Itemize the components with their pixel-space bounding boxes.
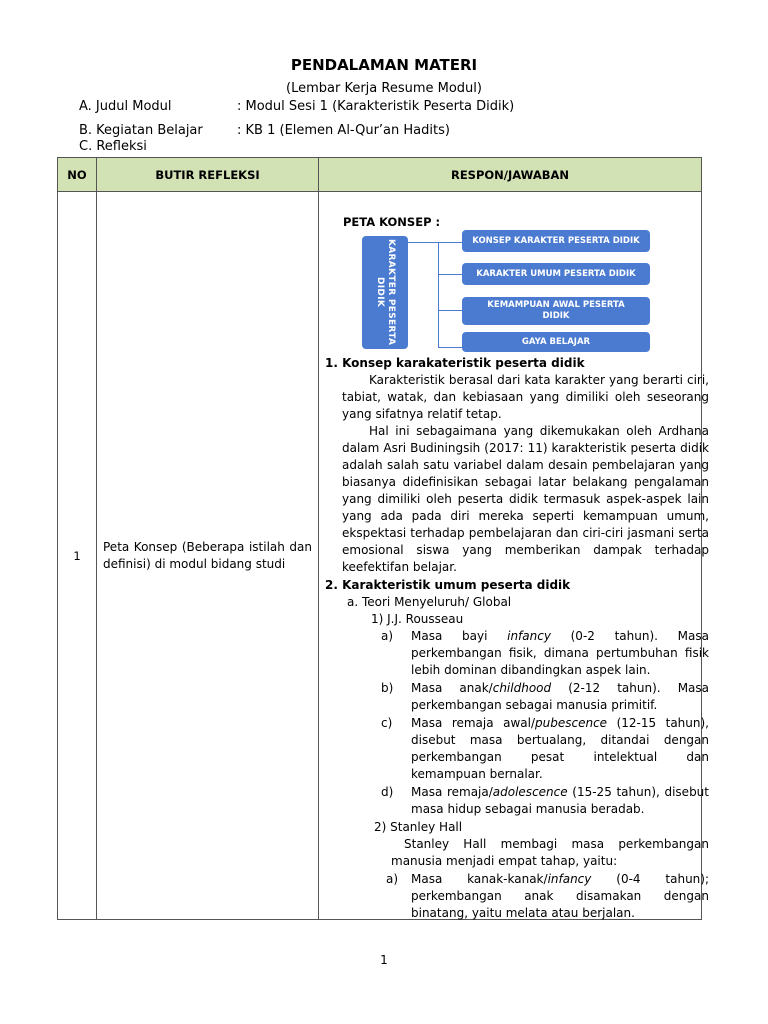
sub-heading-a: a. Teori Menyeluruh/ Global [347, 595, 512, 609]
list-marker: a) [381, 629, 394, 643]
list-term: infancy [507, 629, 551, 643]
list-term: pubescence [535, 716, 608, 730]
list-text: Masa remaja/ [411, 785, 493, 799]
list-item [411, 784, 709, 818]
list-term: childhood [492, 681, 552, 695]
page-title: PENDALAMAN MATERI [290, 56, 478, 74]
heading-umum: 2. Karakteristik umum peserta didik [325, 578, 571, 592]
list-marker: b) [381, 681, 394, 695]
connector [438, 242, 462, 243]
table-row [58, 192, 702, 920]
reflection-table [57, 157, 710, 920]
response-content [319, 192, 717, 920]
list-text: Masa bayi [411, 629, 508, 643]
table-header-row [58, 158, 702, 192]
heading-konsep: 1. Konsep karakateristik peserta didik [325, 356, 585, 370]
page-number: 1 [380, 953, 388, 967]
sub-heading-hall: 2) Stanley Hall [374, 820, 463, 834]
diagram-box-umum: KARAKTER UMUM PESERTA DIDIK [462, 263, 650, 285]
list-text: Masa kanak-kanak/ [411, 872, 548, 886]
diagram-box-kemampuan: KEMAMPUAN AWAL PESERTA DIDIK [462, 297, 650, 325]
list-text: Masa remaja awal/ [411, 716, 536, 730]
col-no: NO [58, 158, 97, 192]
kegiatan-belajar-label: B. Kegiatan Belajar [79, 123, 203, 138]
page-subtitle: (Lembar Kerja Resume Modul) [286, 81, 482, 96]
row-butir [97, 192, 319, 920]
diagram-root [362, 236, 408, 349]
col-butir: BUTIR REFLEKSI [97, 158, 319, 192]
peta-konsep-label: PETA KONSEP : [343, 215, 441, 229]
diagram-box-konsep: KONSEP KARAKTER PESERTA DIDIK [462, 230, 650, 252]
row-number: 1 [58, 192, 97, 920]
paragraph-2: Hal ini sebagaimana yang dikemukakan oleh Ardhana dalam Asri Budiningsih (2017: 11) karakteristik peserta didik adalah salah satu variabel dalam desain pembelajaran yang biasanya didefinisikan sebagai latar belakang pengalaman yang dimiliki oleh peserta didik termasuk aspek-aspek lain yang ada pada diri mereka seperti kemampuan umum, ekspektasi terhadap pembelajaran dan ciri-ciri jasmani serta emosional siswa yang memberikan dampak terhadap keefektifan belajar. [342, 424, 709, 574]
list-term: adolescence [492, 785, 568, 799]
refleksi-label: C. Refleksi [79, 139, 147, 154]
list-marker: d) [381, 785, 394, 799]
list-text: (15-25 tahun), disebut masa hidup sebagai manusia beradab. [411, 785, 709, 816]
col-respon: RESPON/JAWABAN [319, 158, 702, 192]
diagram-box-gaya: GAYA BELAJAR [462, 332, 650, 352]
list-text: (2-12 tahun). Masa perkembangan sebagai manusia primitif. [411, 681, 709, 712]
list-text: (0-4 tahun); perkembangan anak disamakan dengan binatang, yaitu melata atau berjalan. [411, 872, 710, 920]
list-text: (0-2 tahun). Masa perkembangan fisik, dimana pertumbuhan fisik lebih dominan dibandingkan aspek lain. [411, 629, 709, 677]
butir-text: Peta Konsep (Beberapa istilah dan definisi) di modul bidang studi [103, 539, 312, 571]
connector [408, 242, 438, 243]
judul-modul-value: : Modul Sesi 1 (Karakteristik Peserta Didik) [237, 99, 515, 114]
connector [438, 347, 462, 348]
connector [438, 242, 439, 347]
list-marker: c) [381, 716, 393, 730]
kegiatan-belajar-value: : KB 1 (Elemen Al-Qur’an Hadits) [237, 123, 450, 138]
connector [438, 274, 462, 275]
list-text: (12-15 tahun), disebut masa bertualang, ditandai dengan perkembangan pesat intelektual dan kemampuan bernalar. [411, 716, 709, 781]
connector [438, 310, 462, 311]
diagram-root-label: KARAKTER PESERTA DIDIK [375, 239, 396, 346]
list-text: Masa anak/ [411, 681, 493, 695]
list-item [411, 680, 709, 714]
list-item [411, 715, 709, 783]
row-respon [319, 192, 710, 920]
judul-modul-label: A. Judul Modul [79, 99, 172, 114]
sub-heading-rousseau: 1) J.J. Rousseau [371, 612, 464, 626]
list-item [411, 628, 709, 679]
hall-paragraph: Stanley Hall membagi masa perkembangan manusia menjadi empat tahap, yaitu: [391, 837, 709, 868]
list-item [411, 871, 709, 922]
list-marker: a) [386, 872, 399, 886]
list-term: infancy [547, 872, 592, 886]
paragraph-1: Karakteristik berasal dari kata karakter yang berarti ciri, tabiat, watak, dan kebiasaan yang dimiliki oleh seseorang yang sifatnya relatif tetap. [342, 373, 709, 421]
